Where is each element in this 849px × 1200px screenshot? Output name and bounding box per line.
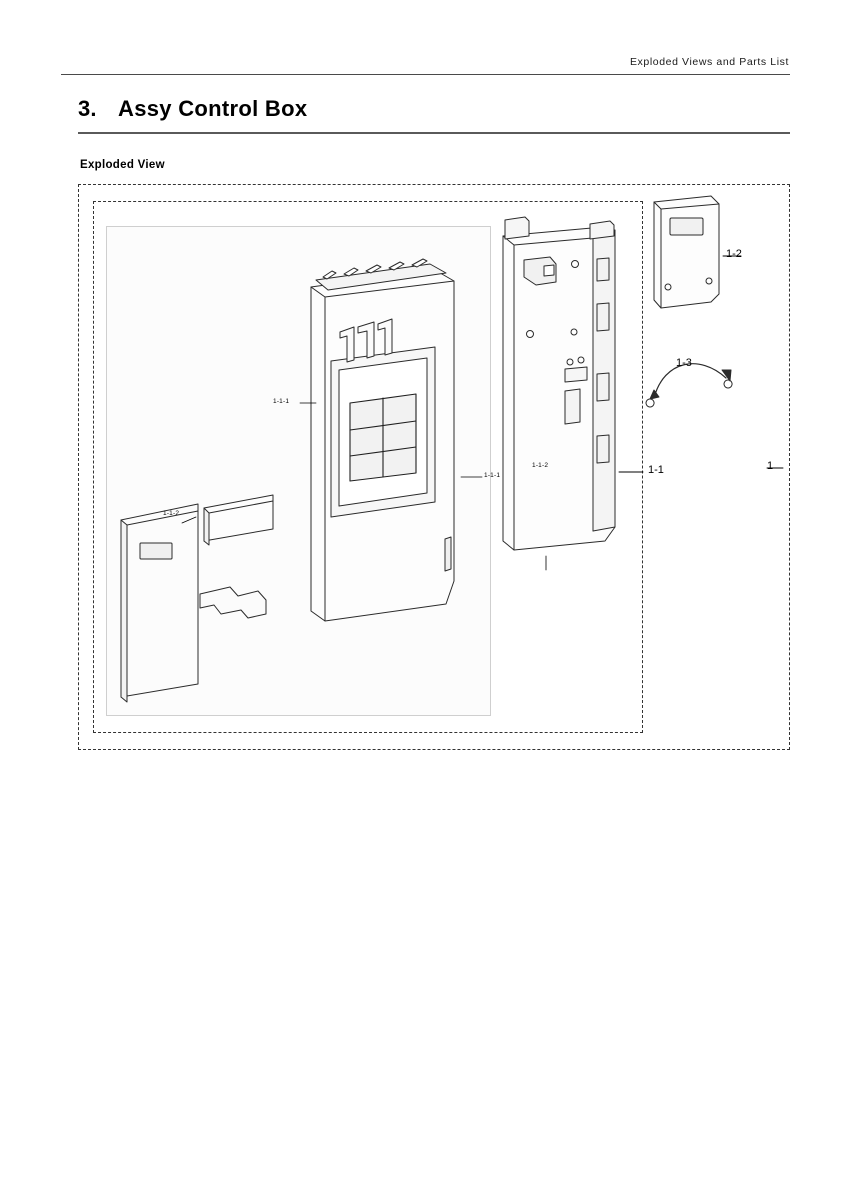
running-head: Exploded Views and Parts List <box>629 56 789 68</box>
callout-1: 1 <box>767 460 774 472</box>
callout-1-1-2-card: 1-1-2 <box>163 510 180 517</box>
title-divider <box>78 132 790 134</box>
callout-1-1-1-right: 1-1-1 <box>484 472 501 479</box>
page-title-text: Assy Control Box <box>118 96 308 121</box>
header-divider <box>61 74 790 75</box>
callout-1-3: 1-3 <box>676 357 692 369</box>
callout-1-1: 1-1 <box>648 464 664 476</box>
section-heading: Exploded View <box>80 159 165 171</box>
callout-1-1-2-chassis: 1-1-2 <box>532 462 549 469</box>
exploded-view-figure <box>78 184 790 750</box>
page-title <box>78 96 790 132</box>
page-title-number: 3. <box>78 96 97 121</box>
exploded-diagram-drawing <box>78 184 790 750</box>
callout-1-1-1-panel: 1-1-1 <box>273 398 290 405</box>
callout-1-2: 1-2 <box>726 248 742 260</box>
